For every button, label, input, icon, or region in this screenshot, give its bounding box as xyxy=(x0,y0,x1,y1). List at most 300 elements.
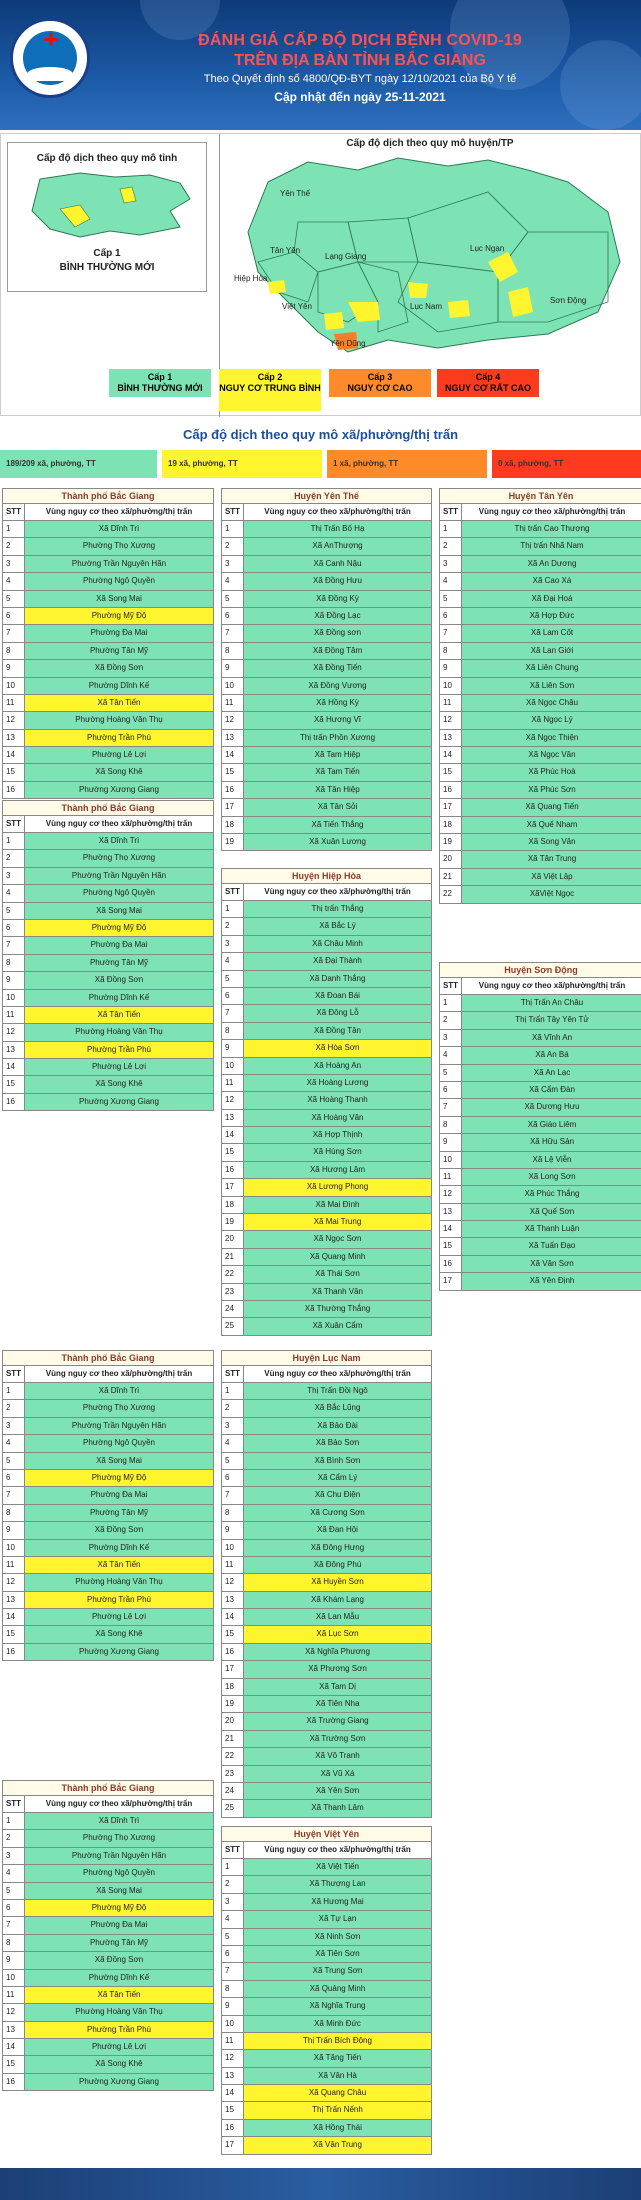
table-row xyxy=(221,1911,432,1928)
row-number: 22 xyxy=(222,1266,244,1282)
district-table xyxy=(221,1350,432,1818)
row-number: 12 xyxy=(3,1574,25,1590)
row-area-name: Phường Lê Lợi xyxy=(25,2039,213,2055)
row-number: 22 xyxy=(222,1748,244,1764)
row-area-name: Phường Trần Phú xyxy=(25,730,213,746)
row-number: 8 xyxy=(222,1023,244,1039)
district-table-title: Thành phố Bắc Giang xyxy=(2,1350,214,1366)
table-row xyxy=(439,1152,641,1169)
table-row xyxy=(439,556,641,573)
row-number: 18 xyxy=(222,1197,244,1213)
row-area-name: Xã Hồng Thái xyxy=(244,2120,431,2136)
row-area-name: Phường Mỹ Độ xyxy=(25,1470,213,1486)
row-area-name: Phường Thọ Xương xyxy=(25,1400,213,1416)
table-row xyxy=(439,1238,641,1255)
table-row xyxy=(221,1981,432,1998)
row-area-name: Xã Tam Dị xyxy=(244,1679,431,1695)
table-row xyxy=(221,1487,432,1504)
row-number: 19 xyxy=(222,834,244,850)
table-row xyxy=(439,782,641,799)
row-number: 12 xyxy=(440,712,462,728)
row-number: 10 xyxy=(3,1540,25,1556)
row-number: 11 xyxy=(3,695,25,711)
row-number: 13 xyxy=(222,730,244,746)
row-area-name: Xã Đồng Tâm xyxy=(244,643,431,659)
row-number: 13 xyxy=(222,2068,244,2084)
row-number: 2 xyxy=(3,1830,25,1846)
table-row xyxy=(221,625,432,642)
row-area-name: Phường Hoàng Văn Thụ xyxy=(25,1024,213,1040)
row-number: 23 xyxy=(222,1284,244,1300)
table-row xyxy=(439,886,641,903)
table-row xyxy=(221,1713,432,1730)
table-row xyxy=(2,1487,214,1504)
row-number: 13 xyxy=(3,1592,25,1608)
summary-level-3: 1 xã, phường, TT xyxy=(327,450,487,478)
table-row xyxy=(439,1047,641,1064)
row-number: 4 xyxy=(3,885,25,901)
row-area-name: Xã Tân Trung xyxy=(462,851,641,867)
row-area-name: Xã Xuân Lương xyxy=(244,834,431,850)
row-number: 14 xyxy=(222,1127,244,1143)
row-area-name: Xã Hoàng Lương xyxy=(244,1075,431,1091)
row-number: 4 xyxy=(222,573,244,589)
row-number: 25 xyxy=(222,1318,244,1334)
row-number: 4 xyxy=(222,953,244,969)
row-area-name: Xã Cương Sơn xyxy=(244,1505,431,1521)
row-number: 5 xyxy=(222,1453,244,1469)
row-area-name: Thị Trấn Nếnh xyxy=(244,2102,431,2118)
row-number: 8 xyxy=(222,643,244,659)
column-header-area: Vùng nguy cơ theo xã/phường/thị trấn xyxy=(264,887,411,896)
row-area-name: Xã Cẩm Đàn xyxy=(462,1082,641,1098)
row-area-name: Phường Đa Mai xyxy=(25,1487,213,1503)
row-area-name: Xã Tam Tiến xyxy=(244,764,431,780)
district-table-title: Huyện Tân Yên xyxy=(439,488,641,504)
row-area-name: Xã Tân Hiệp xyxy=(244,782,431,798)
district-table-title: Thành phố Bắc Giang xyxy=(2,800,214,816)
row-area-name: Xã Tiên Sơn xyxy=(244,1946,431,1962)
table-row xyxy=(221,643,432,660)
table-row xyxy=(2,1626,214,1643)
table-row xyxy=(221,2033,432,2050)
row-number: 15 xyxy=(3,764,25,780)
row-number: 20 xyxy=(440,851,462,867)
section-title: Cấp độ dịch theo quy mô xã/phường/thị trấn xyxy=(182,427,459,442)
row-area-name: Phường Trần Nguyên Hãn xyxy=(25,556,213,572)
district-table xyxy=(439,962,641,1291)
row-area-name: Xã Song Khê xyxy=(25,764,213,780)
table-row xyxy=(221,591,432,608)
table-row xyxy=(439,591,641,608)
table-row xyxy=(439,995,641,1012)
table-row xyxy=(2,1644,214,1661)
row-area-name: Xã Ngọc Châu xyxy=(462,695,641,711)
column-header-row xyxy=(2,504,214,521)
table-row xyxy=(221,1453,432,1470)
district-table xyxy=(439,488,641,904)
table-row xyxy=(2,1987,214,2004)
table-row xyxy=(2,1557,214,1574)
table-row xyxy=(221,556,432,573)
table-row xyxy=(2,608,214,625)
row-number: 3 xyxy=(440,1030,462,1046)
maps-panel xyxy=(0,133,641,416)
table-row xyxy=(221,1644,432,1661)
table-row xyxy=(439,1065,641,1082)
row-number: 23 xyxy=(222,1766,244,1782)
column-header-stt: STT xyxy=(222,504,244,520)
row-number: 13 xyxy=(3,1042,25,1058)
table-row xyxy=(221,988,432,1005)
row-area-name: Phường Ngô Quyền xyxy=(25,1865,213,1881)
table-row xyxy=(221,1383,432,1400)
row-number: 14 xyxy=(222,747,244,763)
column-header-row xyxy=(439,978,641,995)
table-row xyxy=(2,903,214,920)
row-number: 6 xyxy=(440,1082,462,1098)
table-row xyxy=(221,971,432,988)
row-number: 21 xyxy=(222,1249,244,1265)
table-row xyxy=(439,1204,641,1221)
column-header-stt: STT xyxy=(440,504,462,520)
row-number: 11 xyxy=(222,1075,244,1091)
row-area-name: Xã Hợp Đức xyxy=(462,608,641,624)
column-header-stt: STT xyxy=(222,1842,244,1858)
row-number: 14 xyxy=(3,747,25,763)
row-number: 10 xyxy=(3,990,25,1006)
row-number: 5 xyxy=(3,1453,25,1469)
row-area-name: Thị trấn Phồn Xương xyxy=(244,730,431,746)
row-area-name: Xã Liên Chung xyxy=(462,660,641,676)
table-row xyxy=(221,2085,432,2102)
district-label: Sơn Động xyxy=(550,296,587,305)
health-department-logo: + xyxy=(10,18,90,98)
row-number: 7 xyxy=(440,1099,462,1115)
row-area-name: Phường Đa Mai xyxy=(25,625,213,641)
row-area-name: Xã Song Vân xyxy=(462,834,641,850)
district-map xyxy=(228,152,628,362)
row-number: 17 xyxy=(222,799,244,815)
table-row xyxy=(221,1214,432,1231)
district-table xyxy=(2,488,214,799)
table-row xyxy=(2,1383,214,1400)
row-area-name: Phường Tân Mỹ xyxy=(25,643,213,659)
row-area-name: Xã Phương Sơn xyxy=(244,1661,431,1677)
district-table-title: Thành phố Bắc Giang xyxy=(2,488,214,504)
row-number: 10 xyxy=(222,1058,244,1074)
row-number: 9 xyxy=(3,1952,25,1968)
table-row xyxy=(221,918,432,935)
row-area-name: Xã Việt Lập xyxy=(462,869,641,885)
row-area-name: Xã Quang Tiến xyxy=(462,799,641,815)
table-row xyxy=(221,1505,432,1522)
legend-level-3: Cấp 3 NGUY CƠ CAO xyxy=(329,369,431,397)
row-number: 8 xyxy=(222,1981,244,1997)
row-area-name: Xã Hoàng Thanh xyxy=(244,1092,431,1108)
table-row xyxy=(439,712,641,729)
row-number: 18 xyxy=(222,1679,244,1695)
table-row xyxy=(2,1007,214,1024)
row-number: 15 xyxy=(3,1076,25,1092)
row-area-name: Xã Đồng Sơn xyxy=(25,1952,213,1968)
row-number: 4 xyxy=(3,1865,25,1881)
column-header-row xyxy=(221,1842,432,1859)
row-number: 1 xyxy=(3,1383,25,1399)
row-area-name: Xã Trường Sơn xyxy=(244,1731,431,1747)
row-area-name: Xã Phúc Thắng xyxy=(462,1186,641,1202)
row-area-name: Thị Trấn Bích Động xyxy=(244,2033,431,2049)
row-number: 1 xyxy=(222,901,244,917)
row-area-name: Xã Đồng Hưu xyxy=(244,573,431,589)
table-row xyxy=(439,1012,641,1029)
row-area-name: Xã Đồng Sơn xyxy=(25,660,213,676)
table-row xyxy=(439,834,641,851)
table-row xyxy=(2,1522,214,1539)
district-label: Lạng Giang xyxy=(325,252,367,261)
table-row xyxy=(221,1557,432,1574)
row-number: 14 xyxy=(222,1609,244,1625)
row-number: 15 xyxy=(222,2102,244,2118)
column-header-row xyxy=(2,1366,214,1383)
row-number: 5 xyxy=(3,1883,25,1899)
row-number: 18 xyxy=(222,817,244,833)
table-row xyxy=(221,1963,432,1980)
row-number: 13 xyxy=(222,1592,244,1608)
row-number: 12 xyxy=(222,2050,244,2066)
table-row xyxy=(2,1935,214,1952)
column-header-area: Vùng nguy cơ theo xã/phường/thị trấn xyxy=(45,819,193,828)
row-area-name: Xã Nghĩa Phương xyxy=(244,1644,431,1660)
row-number: 4 xyxy=(3,573,25,589)
row-area-name: Xã AnThượng xyxy=(244,538,431,554)
row-area-name: Xã Tân Sỏi xyxy=(244,799,431,815)
table-row xyxy=(221,1400,432,1417)
row-area-name: Xã Hương Lâm xyxy=(244,1162,431,1178)
row-area-name: Xã Đồng Lạc xyxy=(244,608,431,624)
table-row xyxy=(2,1042,214,1059)
row-area-name: XãViệt Ngọc xyxy=(462,886,641,902)
row-area-name: Xã Đồng Tân xyxy=(244,1023,431,1039)
row-area-name: Xã Huyền Sơn xyxy=(244,1574,431,1590)
column-header-row xyxy=(2,1796,214,1813)
table-row xyxy=(2,1830,214,1847)
row-area-name: Xã Mai Đình xyxy=(244,1197,431,1213)
table-row xyxy=(2,850,214,867)
row-area-name: Xã Vũ Xá xyxy=(244,1766,431,1782)
row-area-name: Xã Đồng sơn xyxy=(244,625,431,641)
district-table-title: Huyện Việt Yên xyxy=(221,1826,432,1842)
row-number: 3 xyxy=(3,556,25,572)
row-number: 7 xyxy=(222,1963,244,1979)
row-number: 1 xyxy=(3,1813,25,1829)
row-number: 17 xyxy=(222,1661,244,1677)
table-row xyxy=(439,660,641,677)
table-row xyxy=(2,573,214,590)
row-area-name: Xã Đồng Tiến xyxy=(244,660,431,676)
row-area-name: Xã An Bá xyxy=(462,1047,641,1063)
table-row xyxy=(2,920,214,937)
table-row xyxy=(221,1574,432,1591)
row-number: 1 xyxy=(440,521,462,537)
table-row xyxy=(221,1946,432,1963)
row-number: 17 xyxy=(440,799,462,815)
table-row xyxy=(2,1505,214,1522)
row-area-name: Xã Tiến Thắng xyxy=(244,817,431,833)
table-row xyxy=(221,1197,432,1214)
row-area-name: Phường Hoàng Văn Thụ xyxy=(25,1574,213,1590)
row-number: 16 xyxy=(222,1162,244,1178)
row-area-name: Phường Dĩnh Kế xyxy=(25,1540,213,1556)
row-number: 14 xyxy=(3,1609,25,1625)
row-area-name: Phường Trần Nguyên Hãn xyxy=(25,1418,213,1434)
row-area-name: Phường Ngô Quyền xyxy=(25,1435,213,1451)
row-number: 5 xyxy=(3,903,25,919)
column-header-row xyxy=(439,504,641,521)
row-number: 7 xyxy=(3,625,25,641)
row-number: 7 xyxy=(222,1005,244,1021)
row-area-name: Xã An Dương xyxy=(462,556,641,572)
row-area-name: Phường Mỹ Độ xyxy=(25,608,213,624)
table-row xyxy=(439,678,641,695)
row-number: 1 xyxy=(3,833,25,849)
row-number: 12 xyxy=(440,1186,462,1202)
table-row xyxy=(221,1435,432,1452)
district-table-title: Huyện Lục Nam xyxy=(221,1350,432,1366)
table-row xyxy=(221,764,432,781)
row-area-name: Phường Hoàng Văn Thụ xyxy=(25,712,213,728)
table-row xyxy=(221,573,432,590)
row-number: 8 xyxy=(222,1505,244,1521)
row-area-name: Xã Trung Sơn xyxy=(244,1963,431,1979)
row-number: 2 xyxy=(222,918,244,934)
district-label: Yên Thế xyxy=(280,189,311,198)
table-row xyxy=(221,2050,432,2067)
column-header-row xyxy=(221,1366,432,1383)
row-number: 5 xyxy=(222,971,244,987)
row-area-name: Phường Trần Phú xyxy=(25,2022,213,2038)
legend-level-4: Cấp 4 NGUY CƠ RẤT CAO xyxy=(437,369,539,397)
row-number: 25 xyxy=(222,1800,244,1816)
row-area-name: Xã Lam Cốt xyxy=(462,625,641,641)
row-number: 2 xyxy=(222,1876,244,1892)
row-number: 3 xyxy=(222,1894,244,1910)
table-row xyxy=(2,1435,214,1452)
table-row xyxy=(221,1731,432,1748)
row-area-name: Phường Tân Mỹ xyxy=(25,1505,213,1521)
summary-level-4: 0 xã, phường, TT xyxy=(492,450,641,478)
row-area-name: Xã Vĩnh An xyxy=(462,1030,641,1046)
province-map-box xyxy=(7,142,207,292)
row-number: 2 xyxy=(222,538,244,554)
legend-level-2: Cấp 2 NGUY CƠ TRUNG BÌNH xyxy=(219,369,321,411)
row-area-name: Xã An Lạc xyxy=(462,1065,641,1081)
district-table xyxy=(221,488,432,851)
row-area-name: Phường Xương Giang xyxy=(25,782,213,798)
row-number: 14 xyxy=(440,747,462,763)
row-number: 16 xyxy=(3,1644,25,1660)
row-number: 6 xyxy=(440,608,462,624)
row-area-name: Phường Lê Lợi xyxy=(25,1059,213,1075)
row-number: 1 xyxy=(222,1859,244,1875)
row-number: 6 xyxy=(222,1470,244,1486)
header-title-1: ĐÁNH GIÁ CẤP ĐỘ DỊCH BỆNH COVID-19 xyxy=(198,32,522,49)
row-area-name: Xã Ninh Sơn xyxy=(244,1929,431,1945)
table-row xyxy=(2,1400,214,1417)
district-table xyxy=(2,1350,214,1661)
table-row xyxy=(2,521,214,538)
row-area-name: Xã Hữu Sản xyxy=(462,1134,641,1150)
row-number: 8 xyxy=(3,1935,25,1951)
district-label: Yên Dũng xyxy=(330,339,366,348)
row-area-name: Phường Tân Mỹ xyxy=(25,1935,213,1951)
table-row xyxy=(221,747,432,764)
table-row xyxy=(2,1813,214,1830)
row-number: 2 xyxy=(3,538,25,554)
row-area-name: Xã Đông Phú xyxy=(244,1557,431,1573)
row-area-name: Xã Đông Hưng xyxy=(244,1540,431,1556)
row-area-name: Phường Thọ Xương xyxy=(25,850,213,866)
row-number: 14 xyxy=(222,2085,244,2101)
row-number: 11 xyxy=(222,695,244,711)
page-header xyxy=(0,0,641,130)
table-row xyxy=(221,1766,432,1783)
table-row xyxy=(2,1076,214,1093)
table-row xyxy=(221,1266,432,1283)
row-number: 16 xyxy=(222,782,244,798)
row-number: 9 xyxy=(3,660,25,676)
row-area-name: Xã Hùng Sơn xyxy=(244,1144,431,1160)
row-area-name: Xã Song Mai xyxy=(25,903,213,919)
row-number: 6 xyxy=(3,1900,25,1916)
row-number: 4 xyxy=(440,573,462,589)
row-number: 11 xyxy=(3,1007,25,1023)
row-area-name: Xã Dương Hưu xyxy=(462,1099,641,1115)
table-row xyxy=(221,608,432,625)
table-row xyxy=(439,817,641,834)
table-row xyxy=(221,1127,432,1144)
column-header-stt: STT xyxy=(3,816,25,832)
table-row xyxy=(221,834,432,851)
row-area-name: Xã Yên Sơn xyxy=(244,1783,431,1799)
row-area-name: Xã Quang Châu xyxy=(244,2085,431,2101)
district-table xyxy=(221,868,432,1336)
row-number: 10 xyxy=(222,1540,244,1556)
row-area-name: Thị Trấn Đồi Ngô xyxy=(244,1383,431,1399)
table-row xyxy=(221,1023,432,1040)
column-header-row xyxy=(2,816,214,833)
row-area-name: Xã Tân Tiến xyxy=(25,1987,213,2003)
row-area-name: Phường Thọ Xương xyxy=(25,538,213,554)
row-area-name: Xã Dĩnh Trì xyxy=(25,833,213,849)
table-row xyxy=(221,660,432,677)
row-number: 15 xyxy=(3,1626,25,1642)
table-row xyxy=(439,573,641,590)
table-row xyxy=(2,1470,214,1487)
table-row xyxy=(221,1318,432,1335)
column-header-area: Vùng nguy cơ theo xã/phường/thị trấn xyxy=(478,981,626,990)
row-number: 7 xyxy=(3,1487,25,1503)
row-area-name: Xã Danh Thắng xyxy=(244,971,431,987)
row-number: 24 xyxy=(222,1301,244,1317)
table-row xyxy=(2,1540,214,1557)
table-row xyxy=(2,1970,214,1987)
table-row xyxy=(221,1800,432,1817)
table-row xyxy=(439,1099,641,1116)
row-number: 9 xyxy=(3,972,25,988)
table-row xyxy=(2,556,214,573)
table-row xyxy=(221,1110,432,1127)
